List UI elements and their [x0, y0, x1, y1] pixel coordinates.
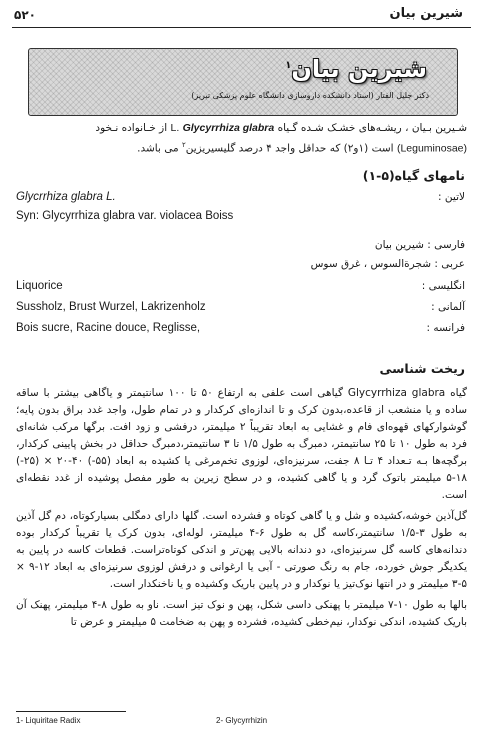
intro-line-2 — [16, 137, 467, 158]
intro-paragraph — [16, 120, 467, 158]
name-row-english — [16, 280, 465, 297]
article-title — [285, 55, 427, 83]
name-row-synonym — [16, 210, 465, 227]
title-box — [28, 48, 458, 116]
title-footnote-mark: ۱ — [285, 60, 292, 71]
name-row-latin — [16, 191, 465, 208]
name-value: Glycrrhiza glabra L. — [16, 191, 116, 203]
names-heading: نامهای گیاه(۵-۱) — [362, 168, 465, 183]
footnote-1: 1- Liquiritae Radix — [16, 716, 81, 725]
name-label: عربی : شجرةالسوس ، غرق سوس — [310, 258, 465, 270]
name-value: Liquorice — [16, 280, 63, 292]
intro-family-name: (Leguminosae) — [396, 142, 467, 155]
footnote-rule — [16, 711, 126, 712]
running-title: شیرین بیان — [389, 6, 463, 21]
name-label: لاتین : — [438, 191, 465, 203]
name-row-arabic — [16, 258, 465, 275]
intro-text-2: از خـانواده نـخود — [95, 122, 168, 134]
intro-text-1: شـیرین بـیان ، ریشـه‌های خشـک شـده گـیاه — [277, 122, 467, 134]
intro-text-4: می باشد. — [137, 142, 179, 155]
author-line: دکتر جلیل الفتار (استاد دانشکده داروسازی دانشگاه علوم پزشکی تبریز) — [191, 91, 429, 100]
intro-text-3: است (۱و۲) که حداقل واجد ۴ درصد گلیسیریزین — [185, 142, 394, 155]
name-label: آلمانی : — [431, 301, 465, 313]
name-value: Bois sucre, Racine douce, Reglisse, — [16, 322, 201, 334]
article-title-text: شیرین بیان — [291, 55, 427, 83]
name-row-french — [16, 322, 465, 339]
name-label: انگلیسی : — [421, 280, 465, 292]
page-number: ۵۲۰ — [14, 8, 36, 22]
intro-latin-name: Glycyrrhiza glabra — [182, 122, 275, 134]
name-value: Sussholz, Brust Wurzel, Lakrizenholz — [16, 301, 206, 313]
intro-line-1 — [16, 120, 467, 137]
intro-latin-author: L. — [170, 122, 180, 134]
name-row-german — [16, 301, 465, 318]
header-rule — [12, 27, 471, 28]
morphology-paragraph: گیاه Glycyrrhiza glabra گیاهی است علفی به ارتفاع ۵۰ تا ۱۰۰ سانتیمتر و یاگاهی بیشتر با ساقه ساده و یا منشعب از قاعده،بدون کرک و تا اندازه‌ای کرکدار و در تمام طول، واجد غدد براق بدون پایه؛ گوشوارکهای قهوه‌ای فام و غشایی به ابعاد تقریباً ۲ میلیمتر، درفشی و زود افت. برگها مرکب شانه‌ای فرد به طول ۱۰ تا ۲۵ سانتیمتر، دمبرگ به طول ۱/۵ تا ۳ سانتیمتر،دمبرگ حداقل در بخش پایینی کرکدار، برگچه‌ها بـه تـعداد ۴ تـا ۸ جفت، سرنیزه‌ای، لوزوی تخم‌مرغی یا کشیده به ابعاد (۵۵-) ۴۰-۲۰ × (۲۵-) ۱۸-۵ میلیمتر باتوک گرد و یا گاهی کشیده، و در سطح زیرین به طور مفصل پوشیده از غدد نقطه‌ای است. — [16, 387, 468, 501]
intro-footnote-mark: ۲ — [181, 141, 186, 149]
footnote-2: 2- Glycyrrhizin — [216, 716, 268, 725]
name-row-persian — [16, 239, 465, 256]
name-label: فرانسه : — [426, 322, 465, 334]
morphology-paragraph: بالها به طول ۱۰-۷ میلیمتر با پهنکی داسی شکل، پهن و نوک تیز است. ناو به طول ۸-۴ میلیمتر، پهنک آن باریک کشیده، اندکی نوکدار، نیم‌خطی کشیده، فشرده و پهن به ضخامت ۵ میلیمتر و عرض تا — [16, 599, 467, 628]
morphology-paragraph: گل‌آذین خوشه،کشیده و شل و یا گاهی کوتاه و فشرده است. گلها دارای دمگلی بسیارکوتاه، دم گل آذین به طول ۳-۱/۵ سانتیمتر،کاسه گل به طول ۶-۴ میلیمتر، لوله‌ای، بدون کرک یا تقریباً کرکدار بوده دندانه‌های کاسه گل سرنیزه‌ای، دو دندانه بالایی پهن‌تر و اندکی کوتاه‌تراست. قطعات کاسه در پایین به یکدیگر جوش خورده، جام به رنگ صورتی - آبی یا ارغوانی و درفش لوزوی سرنیزه‌ای به ابعاد ۱۲-۹ × ۵-۳ میلیمتر و در انتها نوک‌تیز یا نوکدار و در پایین باریک وکشیده و یا ناخنکدار است. — [16, 510, 467, 590]
name-label: فارسی : شیرین بیان — [374, 239, 465, 251]
morphology-heading: ریخت شناسی — [379, 361, 465, 376]
name-value: Syn: Glycyrrhiza glabra var. violacea Boiss — [16, 210, 234, 222]
morphology-body — [16, 385, 467, 635]
